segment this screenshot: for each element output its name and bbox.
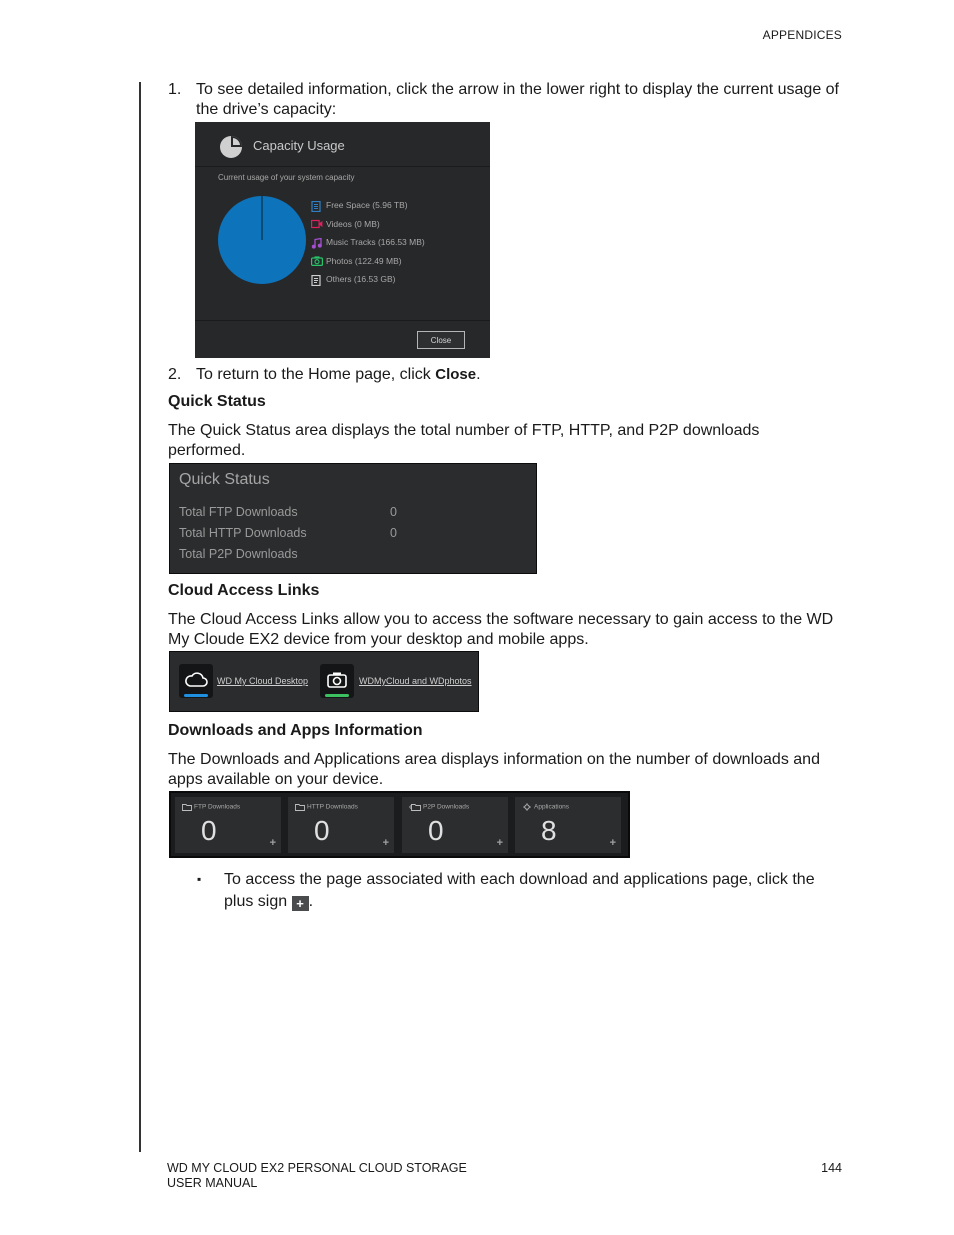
plus-sign-icon: + xyxy=(292,896,309,911)
capacity-footer-divider xyxy=(195,320,490,321)
tile-header xyxy=(409,803,469,811)
legend-label: Free Space (5.96 TB) xyxy=(326,200,408,210)
legend-label: Music Tracks (166.53 MB) xyxy=(326,237,425,247)
tile-label: Applications xyxy=(534,803,570,811)
tile-label: P2P Downloads xyxy=(423,803,470,811)
step-text: To see detailed information, click the arrow in the lower right to display the current usage of the drive’s capacity: xyxy=(196,81,839,118)
heading-downloads-apps: Downloads and Apps Information xyxy=(168,722,423,739)
plus-button[interactable]: + xyxy=(609,837,616,849)
camera-icon xyxy=(311,256,321,266)
downloads-description: The Downloads and Applications area displays information on the number of downloads and apps available on your device. xyxy=(168,751,820,788)
capacity-title: Capacity Usage xyxy=(253,138,345,153)
mobile-app-tile[interactable] xyxy=(320,664,354,698)
legend-label: Photos (122.49 MB) xyxy=(326,255,402,266)
running-header: APPENDICES xyxy=(762,28,842,42)
bullet-marker: ▪ xyxy=(197,872,202,886)
quick-status-panel xyxy=(169,463,537,574)
tile-count: 0 xyxy=(428,815,444,846)
bullet-text-end: . xyxy=(308,893,314,910)
close-button[interactable]: Close xyxy=(417,331,465,349)
cloud-access-panel xyxy=(169,651,479,712)
bullet-text xyxy=(224,869,844,913)
margin-rule xyxy=(139,82,141,1152)
page-number: 144 xyxy=(821,1161,842,1175)
qs-row-label: Total FTP Downloads xyxy=(179,505,298,519)
capacity-title-bar xyxy=(195,122,490,167)
downloads-apps-panel xyxy=(169,791,630,858)
capacity-usage-panel xyxy=(195,122,490,358)
folder-icon xyxy=(295,803,305,811)
qs-row-label: Total P2P Downloads xyxy=(179,547,298,561)
close-label-bold: Close xyxy=(435,366,477,383)
legend-label: Videos (0 MB) xyxy=(326,218,380,229)
quick-status-panel-title: Quick Status xyxy=(179,471,270,488)
footer-line-2: USER MANUAL xyxy=(167,1176,258,1190)
folder-icon xyxy=(182,803,192,811)
qs-row-value: 0 xyxy=(390,526,397,540)
plus-button[interactable]: + xyxy=(269,837,276,849)
tile-header xyxy=(295,803,358,811)
p2p-downloads-tile xyxy=(402,797,508,853)
plus-button[interactable]: + xyxy=(496,837,503,849)
footer-manual-title xyxy=(167,1161,467,1191)
tile-header xyxy=(182,803,240,811)
ftp-downloads-tile xyxy=(175,797,281,853)
capacity-pie xyxy=(217,195,307,285)
tile-glow xyxy=(184,694,208,697)
document-icon xyxy=(311,201,321,211)
legend-item xyxy=(311,235,425,249)
step-number: 2. xyxy=(168,366,182,383)
legend-item xyxy=(311,198,408,212)
applications-tile xyxy=(515,797,621,853)
legend-label: Others (16.53 GB) xyxy=(326,274,396,284)
desktop-app-tile[interactable] xyxy=(179,664,213,698)
step-text: To return to the Home page, click xyxy=(196,366,436,383)
wd-my-cloud-desktop-link[interactable]: WD My Cloud Desktop xyxy=(217,676,309,686)
tile-label: HTTP Downloads xyxy=(307,803,358,811)
qs-row-value: 0 xyxy=(390,505,397,519)
plus-button[interactable]: + xyxy=(382,837,389,849)
heading-quick-status: Quick Status xyxy=(168,393,266,410)
file-icon xyxy=(311,275,321,285)
tile-header xyxy=(522,803,569,811)
tile-count: 0 xyxy=(201,815,217,846)
cloud-access-description: The Cloud Access Links allow you to access the software necessary to gain access to the WD My Cloude EX2 device from your desktop and mobile apps. xyxy=(168,611,834,648)
video-icon xyxy=(311,219,321,229)
legend-item xyxy=(311,254,402,268)
apps-icon xyxy=(522,803,532,811)
tile-glow xyxy=(325,694,349,697)
step-2 xyxy=(168,365,848,385)
legend-item xyxy=(311,217,380,231)
wdmycloud-wdphotos-link[interactable]: WDMyCloud and WDphotos xyxy=(359,676,472,686)
capacity-subtitle: Current usage of your system capacity xyxy=(218,173,355,182)
tile-count: 8 xyxy=(541,815,557,846)
p2p-folder-icon xyxy=(409,803,421,811)
bullet-text-body: To access the page associated with each download and applications page, click the plus sign xyxy=(224,871,815,910)
camera-icon xyxy=(327,672,347,688)
step-text-end: . xyxy=(476,366,481,383)
pie-chart-icon xyxy=(219,135,243,159)
legend-item xyxy=(311,272,395,286)
http-downloads-tile xyxy=(288,797,394,853)
step-number: 1. xyxy=(168,81,182,98)
tile-count: 0 xyxy=(314,815,330,846)
tile-label: FTP Downloads xyxy=(194,803,241,811)
qs-row-label: Total HTTP Downloads xyxy=(179,526,307,540)
heading-cloud-access-links: Cloud Access Links xyxy=(168,582,320,599)
footer-line-1: WD MY CLOUD EX2 PERSONAL CLOUD STORAGE xyxy=(167,1161,467,1175)
music-icon xyxy=(311,238,321,248)
cloud-icon xyxy=(184,672,208,688)
quick-status-description: The Quick Status area displays the total number of FTP, HTTP, and P2P downloads performed. xyxy=(168,422,760,459)
step-1 xyxy=(168,80,848,120)
